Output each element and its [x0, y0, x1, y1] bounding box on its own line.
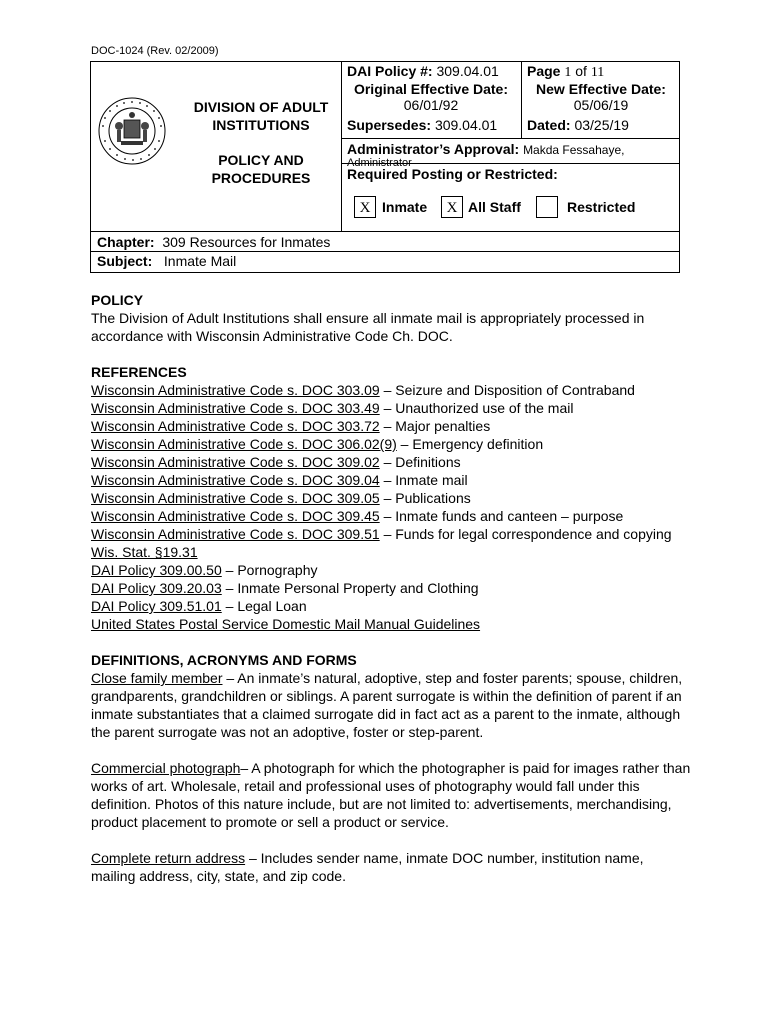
dated: Dated: 03/25/19: [527, 117, 629, 133]
reference-link[interactable]: DAI Policy 309.51.01: [91, 598, 222, 614]
reference-link[interactable]: Wisconsin Administrative Code s. DOC 309.45: [91, 508, 380, 524]
references-heading: REFERENCES: [91, 364, 187, 380]
division-name: DIVISION OF ADULT INSTITUTIONS: [193, 99, 329, 133]
reference-item: [91, 561, 691, 579]
definition-term: Commercial photograph: [91, 760, 241, 776]
reference-item: [91, 435, 691, 453]
policy-number: DAI Policy #: 309.04.01: [347, 63, 499, 79]
definition-text: – A photograph for which the photographer is paid for images rather than works of art. Wholesale, retail and professional uses of photography would fall under this definition. Photos of this nature include, but are not limited to: advertisements, merchandising, product placement to promote or sell a product or service.: [91, 760, 691, 830]
supersedes: Supersedes: 309.04.01: [347, 117, 498, 133]
definition-item: [91, 669, 691, 741]
reference-item: [91, 417, 691, 435]
reference-item: [91, 381, 691, 399]
original-effective-date: Original Effective Date: 06/01/92: [353, 81, 509, 113]
definition-term: Close family member: [91, 670, 223, 686]
definition-item: [91, 849, 691, 885]
policy-heading: POLICY: [91, 292, 144, 308]
reference-link[interactable]: Wisconsin Administrative Code s. DOC 303.09: [91, 382, 380, 398]
policy-text: The Division of Adult Institutions shall ensure all inmate mail is appropriately processed in accordance with Wisconsin Administrative Code Ch. DOC.: [91, 310, 645, 344]
restricted-checkbox-label: Restricted: [567, 199, 636, 215]
reference-description: – Legal Loan: [221, 598, 307, 614]
reference-item: [91, 453, 691, 471]
reference-description: – Inmate Personal Property and Clothing: [221, 580, 479, 596]
administrator-approval: Administrator’s Approval: Makda Fessahaye, Administrator: [347, 141, 625, 169]
reference-description: – Unauthorized use of the mail: [379, 400, 574, 416]
posting-label: Required Posting or Restricted:: [347, 166, 558, 182]
definition-text: – Includes sender name, inmate DOC number, institution name, mailing address, city, state, and zip code.: [91, 850, 644, 884]
all-staff-checkbox-label: All Staff: [468, 199, 521, 215]
reference-description: – Publications: [379, 490, 471, 506]
reference-link[interactable]: DAI Policy 309.20.03: [91, 580, 222, 596]
reference-description: – Inmate mail: [379, 472, 468, 488]
new-effective-date: New Effective Date: 05/06/19: [536, 81, 666, 113]
reference-item: [91, 615, 691, 633]
reference-description: – Inmate funds and canteen – purpose: [379, 508, 624, 524]
policy-header: [90, 61, 680, 232]
reference-link[interactable]: Wisconsin Administrative Code s. DOC 306.02(9): [91, 436, 397, 452]
chapter-subject-box: [90, 231, 680, 273]
reference-description: – Definitions: [379, 454, 461, 470]
policy-body: [91, 291, 691, 885]
definitions-heading: DEFINITIONS, ACRONYMS AND FORMS: [91, 652, 357, 668]
reference-item: [91, 525, 691, 543]
reference-item: [91, 471, 691, 489]
reference-link[interactable]: Wisconsin Administrative Code s. DOC 309.04: [91, 472, 380, 488]
inmate-checkbox-label: Inmate: [382, 199, 428, 215]
reference-description: – Major penalties: [379, 418, 491, 434]
reference-item: [91, 579, 691, 597]
definition-text: – An inmate’s natural, adoptive, step and foster parents; spouse, children, grandparents, grandchildren or siblings. A parent surrogate is within the definition of parent if an inmate substantiates that a claimed surrogate did in fact act as a parent to the inmate, although the parent surrogate was not an adoptive, foster or step-parent.: [91, 670, 683, 740]
definition-term: Complete return address: [91, 850, 246, 866]
reference-item: [91, 597, 691, 615]
reference-link[interactable]: Wisconsin Administrative Code s. DOC 309.05: [91, 490, 380, 506]
reference-link[interactable]: United States Postal Service Domestic Mail Manual Guidelines: [91, 616, 481, 632]
reference-link[interactable]: Wisconsin Administrative Code s. DOC 309.02: [91, 454, 380, 470]
all-staff-checkbox[interactable]: X: [441, 196, 463, 218]
reference-link[interactable]: Wisconsin Administrative Code s. DOC 303.72: [91, 418, 380, 434]
definitions-list: [91, 669, 691, 885]
reference-link[interactable]: Wisconsin Administrative Code s. DOC 303.49: [91, 400, 380, 416]
form-number: DOC-1024 (Rev. 02/2009): [91, 45, 219, 57]
chapter: Chapter: 309 Resources for Inmates: [97, 234, 331, 250]
reference-link[interactable]: DAI Policy 309.00.50: [91, 562, 222, 578]
definition-item: [91, 759, 691, 831]
reference-link[interactable]: Wisconsin Administrative Code s. DOC 309.51: [91, 526, 380, 542]
reference-item: [91, 399, 691, 417]
inmate-checkbox[interactable]: X: [354, 196, 376, 218]
reference-item: [91, 543, 691, 561]
reference-description: – Seizure and Disposition of Contraband: [379, 382, 635, 398]
page-indicator: Page 1 of 11: [527, 63, 605, 80]
state-seal-icon: [97, 96, 167, 166]
reference-item: [91, 507, 691, 525]
reference-item: [91, 489, 691, 507]
reference-description: – Pornography: [221, 562, 318, 578]
reference-description: – Emergency definition: [396, 436, 544, 452]
document-type: POLICY AND PROCEDURES: [211, 152, 311, 186]
subject: Subject: Inmate Mail: [97, 253, 237, 269]
restricted-checkbox[interactable]: [536, 196, 558, 218]
references-list: [91, 381, 691, 633]
reference-link[interactable]: Wis. Stat. §19.31: [91, 544, 198, 560]
reference-description: – Funds for legal correspondence and copying: [379, 526, 672, 542]
